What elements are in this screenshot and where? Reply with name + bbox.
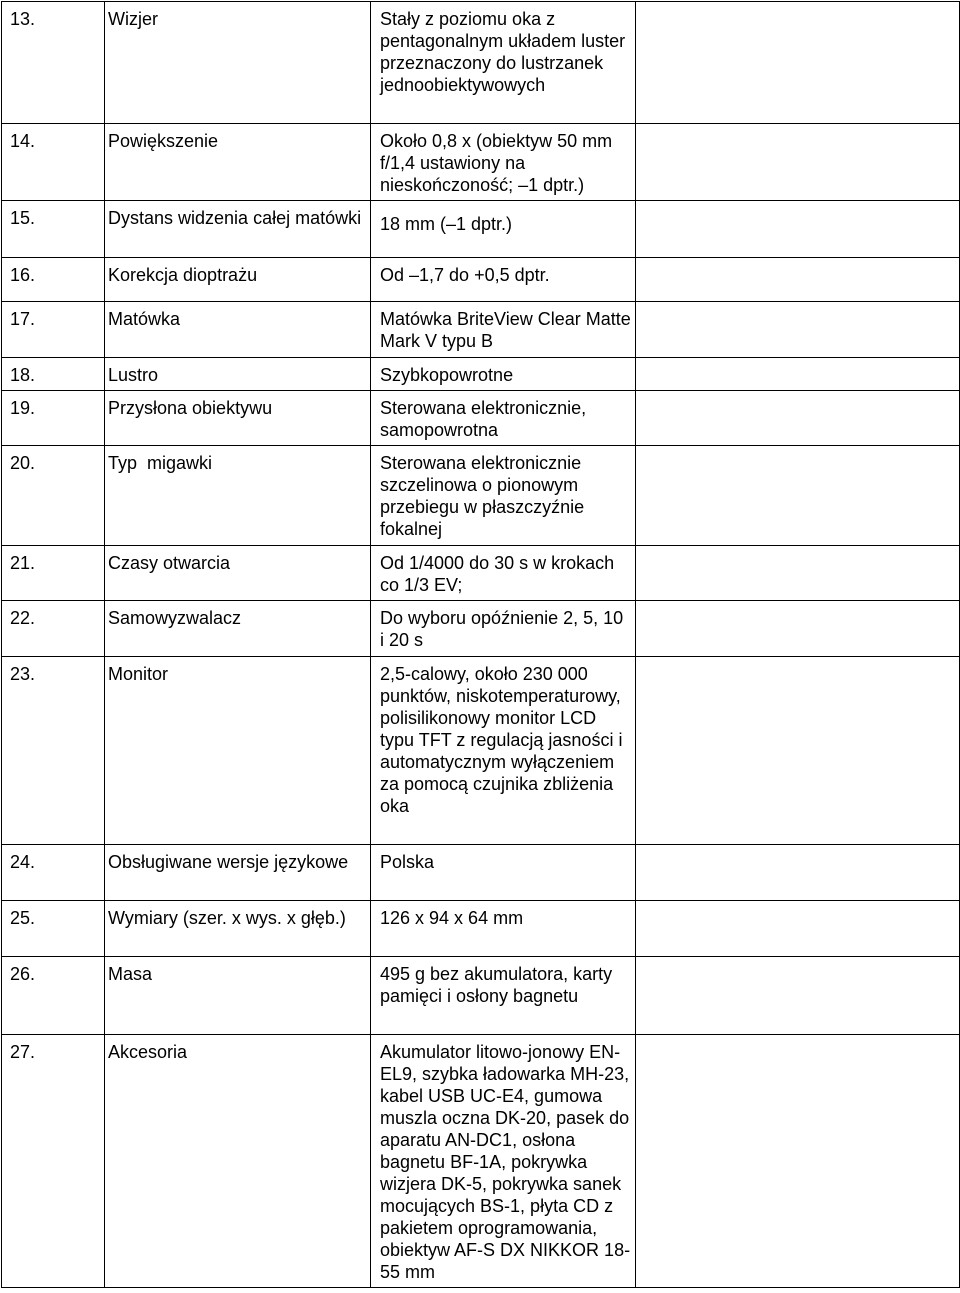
row-label: Lustro — [105, 358, 371, 391]
empty-cell — [636, 124, 960, 201]
row-label: Przysłona obiektywu — [105, 391, 371, 446]
row-label: Dystans widzenia całej matówki — [105, 201, 371, 258]
row-number: 24. — [2, 845, 105, 901]
row-label: Wizjer — [105, 2, 371, 124]
empty-cell — [636, 1035, 960, 1288]
spec-table — [1, 1, 960, 1288]
empty-cell — [636, 391, 960, 446]
row-value: Akumulator litowo-jonowy EN-EL9, szybka ładowarka MH-23, kabel USB UC-E4, gumowa muszla oczna DK-20, pasek do aparatu AN-DC1, osłona bagnetu BF-1A, pokrywka wizjera DK-5, pokrywka sanek mocujących BS-1, płyta CD z pakietem oprogramowania, obiektyw AF-S DX NIKKOR 18-55 mm — [371, 1035, 636, 1288]
row-label: Powiększenie — [105, 124, 371, 201]
row-number: 19. — [2, 391, 105, 446]
empty-cell — [636, 657, 960, 845]
row-number: 15. — [2, 201, 105, 258]
empty-cell — [636, 901, 960, 957]
table-row — [2, 201, 960, 258]
table-row — [2, 446, 960, 546]
row-value: Około 0,8 x (obiektyw 50 mm f/1,4 ustawiony na nieskończoność; –1 dptr.) — [371, 124, 636, 201]
row-label: Matówka — [105, 302, 371, 358]
row-number: 22. — [2, 601, 105, 657]
table-row — [2, 258, 960, 302]
table-row — [2, 124, 960, 201]
empty-cell — [636, 446, 960, 546]
row-number: 23. — [2, 657, 105, 845]
row-number: 13. — [2, 2, 105, 124]
row-label: Czasy otwarcia — [105, 546, 371, 601]
table-row — [2, 546, 960, 601]
empty-cell — [636, 302, 960, 358]
table-row — [2, 601, 960, 657]
row-value: Od –1,7 do +0,5 dptr. — [371, 258, 636, 302]
empty-cell — [636, 546, 960, 601]
empty-cell — [636, 957, 960, 1035]
row-value: Matówka BriteView Clear Matte Mark V typu B — [371, 302, 636, 358]
empty-cell — [636, 601, 960, 657]
empty-cell — [636, 201, 960, 258]
row-number: 14. — [2, 124, 105, 201]
row-number: 25. — [2, 901, 105, 957]
table-row — [2, 845, 960, 901]
row-number: 21. — [2, 546, 105, 601]
table-row — [2, 957, 960, 1035]
table-row — [2, 901, 960, 957]
empty-cell — [636, 358, 960, 391]
row-number: 16. — [2, 258, 105, 302]
table-row — [2, 2, 960, 124]
row-value: Do wyboru opóźnienie 2, 5, 10 i 20 s — [371, 601, 636, 657]
row-number: 26. — [2, 957, 105, 1035]
row-label: Korekcja dioptrażu — [105, 258, 371, 302]
row-label: Akcesoria — [105, 1035, 371, 1288]
row-value: Polska — [371, 845, 636, 901]
table-row — [2, 657, 960, 845]
row-value: Sterowana elektronicznie, samopowrotna — [371, 391, 636, 446]
table-row — [2, 302, 960, 358]
empty-cell — [636, 258, 960, 302]
table-row — [2, 391, 960, 446]
row-value: 126 x 94 x 64 mm — [371, 901, 636, 957]
row-label: Monitor — [105, 657, 371, 845]
row-label: Masa — [105, 957, 371, 1035]
empty-cell — [636, 845, 960, 901]
row-value: Szybkopowrotne — [371, 358, 636, 391]
row-value: 495 g bez akumulatora, karty pamięci i osłony bagnetu — [371, 957, 636, 1035]
row-number: 27. — [2, 1035, 105, 1288]
row-label: Samowyzwalacz — [105, 601, 371, 657]
empty-cell — [636, 2, 960, 124]
row-value: Stały z poziomu oka z pentagonalnym układem luster przeznaczony do lustrzanek jednoobiektywowych — [371, 2, 636, 124]
row-value: 18 mm (–1 dptr.) — [371, 201, 636, 258]
table-row — [2, 358, 960, 391]
row-label: Wymiary (szer. x wys. x głęb.) — [105, 901, 371, 957]
row-label: Typ migawki — [105, 446, 371, 546]
row-label: Obsługiwane wersje językowe — [105, 845, 371, 901]
row-number: 17. — [2, 302, 105, 358]
row-number: 18. — [2, 358, 105, 391]
row-value: Sterowana elektronicznie szczelinowa o pionowym przebiegu w płaszczyźnie fokalnej — [371, 446, 636, 546]
row-value: 2,5-calowy, około 230 000 punktów, niskotemperaturowy, polisilikonowy monitor LCD typu TFT z regulacją jasności i automatycznym wyłączeniem za pomocą czujnika zbliżenia oka — [371, 657, 636, 845]
row-value: Od 1/4000 do 30 s w krokach co 1/3 EV; — [371, 546, 636, 601]
row-number: 20. — [2, 446, 105, 546]
table-row — [2, 1035, 960, 1288]
